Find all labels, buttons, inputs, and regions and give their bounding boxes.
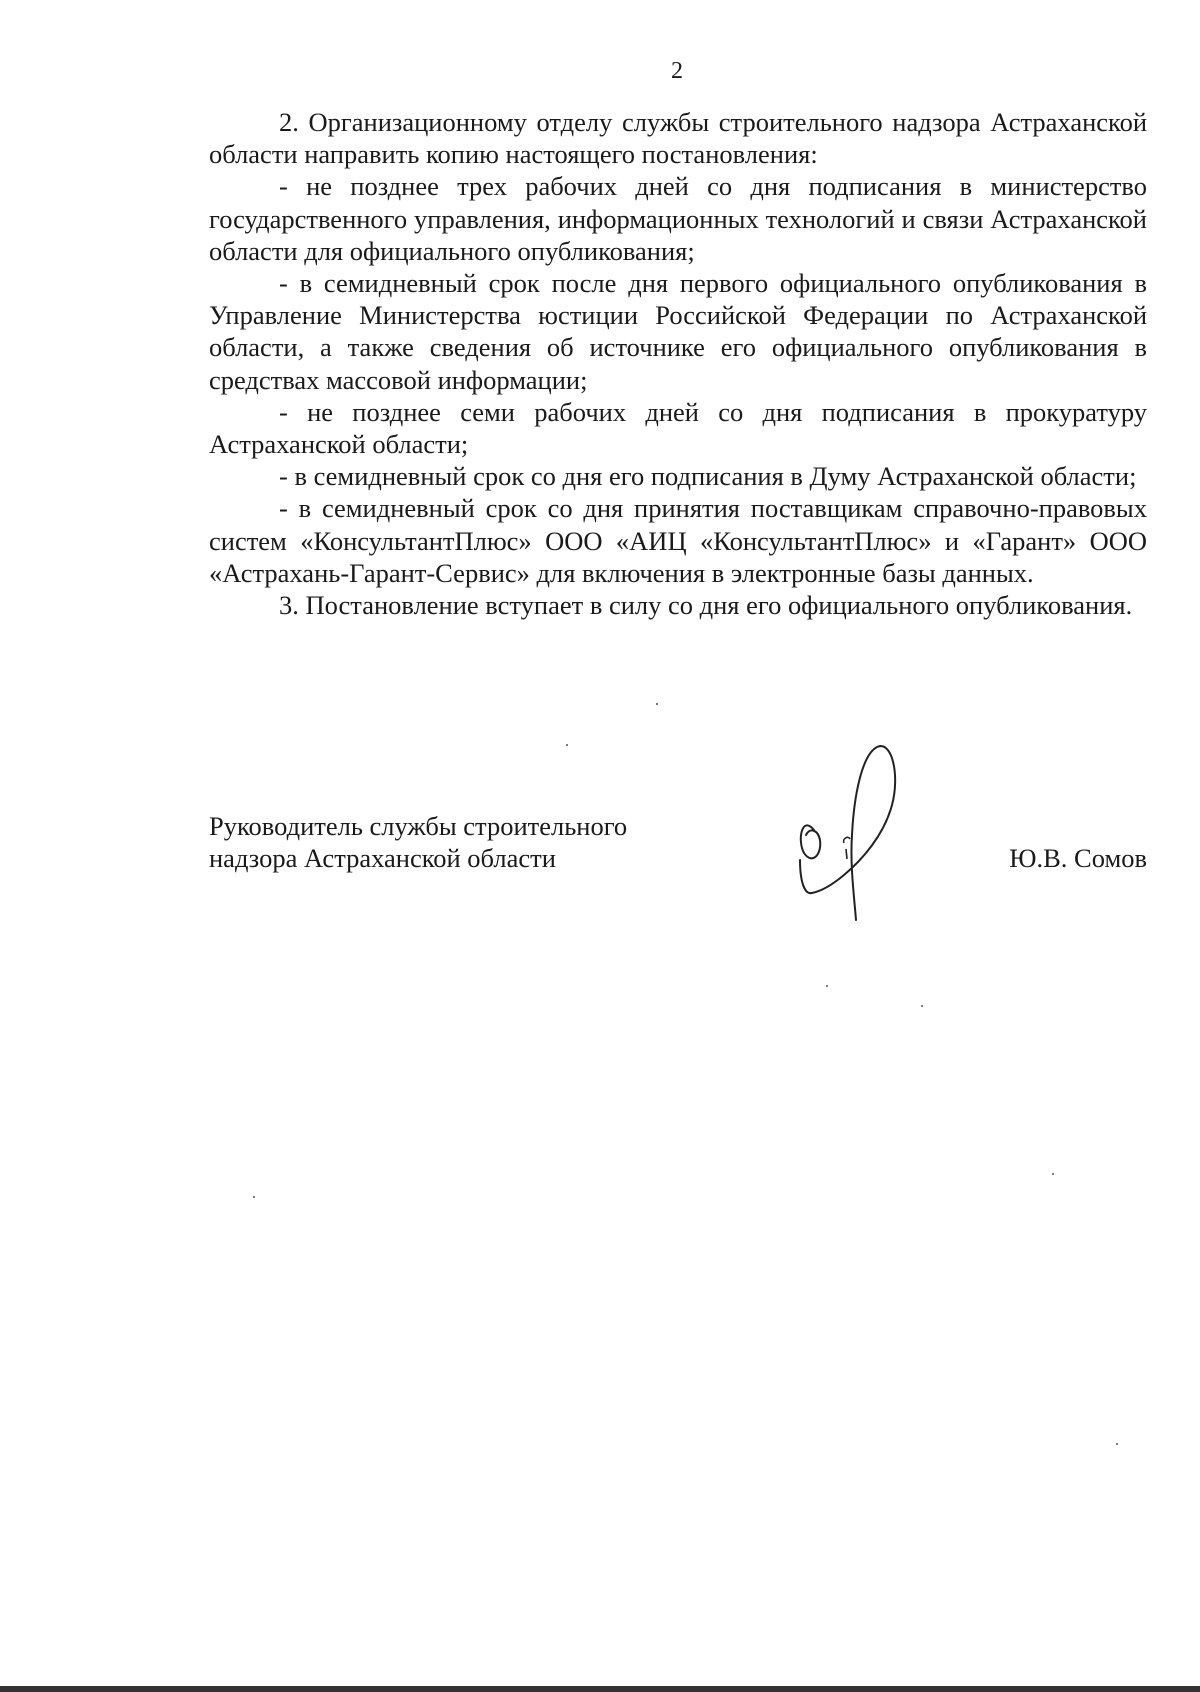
scan-speck	[1116, 1443, 1118, 1445]
scan-speck	[826, 985, 828, 987]
signatory-title-line-1: Руководитель службы строительного	[209, 811, 628, 841]
paragraph-item-3: 3. Постановление вступает в силу со дня его официального опубликования.	[279, 590, 1133, 621]
scan-speck	[566, 744, 568, 746]
signatory-name: Ю.В. Сомов	[1009, 843, 1147, 873]
scan-speck	[656, 703, 658, 705]
list-item-justice: - в семидневный срок после дня первого официального опубликования в Управление Министерства юстиции Российской Федерации по Астраханской области, а также сведения об источнике его официального опубликования в средствах массовой информации;	[209, 268, 1147, 395]
signatory-title-line-2: надзора Астраханской области	[209, 843, 556, 873]
page-number: 2	[671, 58, 683, 84]
scan-speck	[1052, 1173, 1054, 1175]
handwritten-signature	[792, 735, 932, 925]
scan-speck	[253, 1196, 255, 1198]
list-item-duma: - в семидневный срок со дня его подписания в Думу Астраханской области;	[279, 461, 1137, 492]
paragraph-item-2: 2. Организационному отделу службы строительного надзора Астраханской области направить копию настоящего постановления:	[209, 107, 1147, 170]
scan-speck	[921, 1005, 923, 1007]
list-item-legal-systems: - в семидневный срок со дня принятия поставщикам справочно-правовых систем «КонсультантПлюс» ООО «АИЦ «КонсультантПлюс» и «Гарант» ООО «Астрахань-Гарант-Сервис» для включения в электронные базы данных.	[209, 493, 1147, 588]
signatory-title	[209, 810, 1147, 874]
document-body	[209, 106, 1147, 621]
list-item-prosecutor: - не позднее семи рабочих дней со дня подписания в прокуратуру Астраханской области;	[209, 396, 1147, 460]
list-item-ministry: - не позднее трех рабочих дней со дня подписания в министерство государственного управления, информационных технологий и связи Астраханской области для официального опубликования;	[209, 171, 1147, 266]
scan-bottom-edge	[0, 1686, 1200, 1692]
